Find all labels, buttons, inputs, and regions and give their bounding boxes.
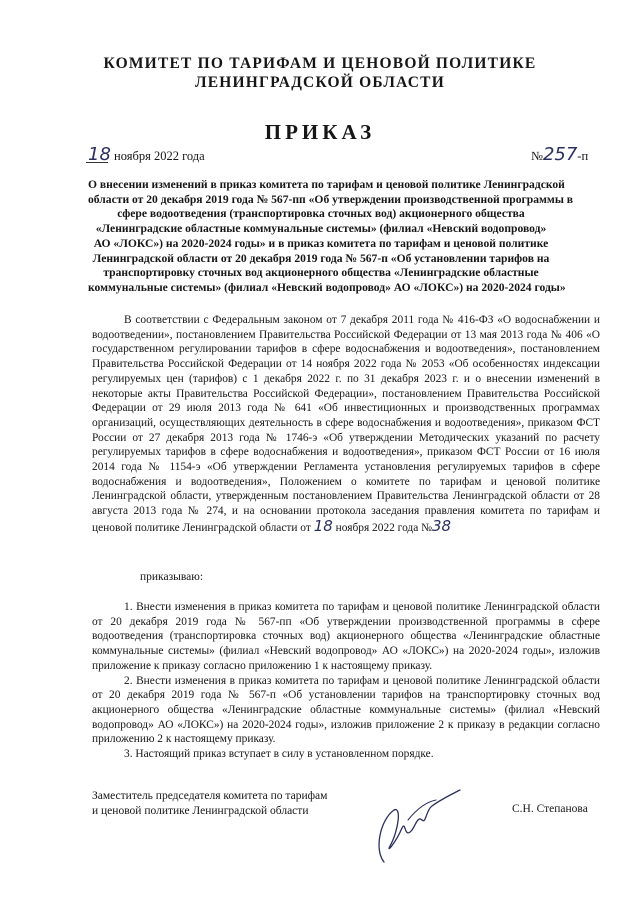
- order-item-3: 3. Настоящий приказ вступает в силу в установленном порядке.: [124, 748, 434, 761]
- title-line: «Ленинградские областные коммунальные системы» (филиал «Невский водопровод»: [95, 222, 547, 236]
- order-word: приказываю:: [140, 571, 204, 583]
- number-handwritten: 257: [542, 144, 578, 165]
- preamble-paragraph: [92, 313, 600, 536]
- date-day-handwritten: 18: [88, 144, 111, 165]
- signatory-position-line2: и ценовой политике Ленинградской области: [92, 804, 309, 817]
- title-line: области от 20 декабря 2019 года № 567-пп «Об утверждении производственной программы в: [88, 192, 574, 206]
- document-number: [531, 144, 588, 165]
- signatory-name: С.Н. Степанова: [512, 803, 588, 815]
- title-line: О внесении изменений в приказ комитета по тарифам и ценовой политике Ленинградской: [88, 178, 565, 191]
- order-item-2: 2. Внести изменения в приказ комитета по тарифам и ценовой политике Ленинградской области от 20 декабря 2019 года № 567-п «Об установлении тарифов на транспортировку сточных вод акционерного общества «Ленинградские областные коммунальные системы» (филиал «Невский водопровод» АО «ЛОКС») на 2020-2024 годы», изложив приложение 2 к приказу в редакции согласно приложению 2 к настоящему приказу.: [92, 674, 600, 746]
- order-item-1: 1. Внести изменения в приказ комитета по тарифам и ценовой политике Ленинградской области от 20 декабря 2019 года № 567-пп «Об утверждении производственной программы в сфере водоотведения (транспортировка сточных вод) акционерного общества «Ленинградские областные коммунальные системы» (филиал «Невский водопровод» АО «ЛОКС») на 2020-2024 годы», изложив приложение к приказу согласно приложению 1 к настоящему приказу.: [92, 601, 600, 672]
- signatory-position: [92, 789, 327, 818]
- handwritten-signature: [356, 780, 466, 875]
- protocol-day-handwritten: 18: [313, 516, 333, 535]
- protocol-number-handwritten: 38: [432, 516, 452, 535]
- title-line: Ленинградской области от 20 декабря 2019 года № 567-п «Об установлении тарифов на: [92, 251, 550, 265]
- signatory-position-line1: Заместитель председателя комитета по тарифам: [92, 790, 328, 802]
- title-line: коммунальные системы» (филиал «Невский водопровод» АО «ЛОКС») на 2020-2024 годы»: [88, 280, 566, 294]
- org-name: [70, 54, 570, 92]
- org-name-line2: ЛЕНИНГРАДСКОЙ ОБЛАСТИ: [195, 74, 445, 91]
- preamble-text: В соответствии с Федеральным законом от 7 декабря 2011 года № 416-ФЗ «О водоснабжении и водоотведении», постановлением Правительства Российской Федерации от 13 мая 2013 года № 406 «О государственном регулировании тарифов в сфере водоснабжения и водоотведения», постановлением Правительства Российской Федерации от 14 ноября 2022 года № 2053 «Об особенностях индексации регулируемых цен (тарифов) с 1 декабря 2022 г. по 31 декабря 2023 г. и о внесении изменений в некоторые акты Правительства Российской Федерации», постановлением Правительства Российской Федерации от 29 июля 2013 года № 641 «Об инвестиционных и производственных программах организаций, осуществляющих деятельность в сфере водоснабжения и водоотведения», приказом ФСТ России от 27 декабря 2013 года № 1746-э «Об утверждении Методических указаний по расчету регулируемых тарифов в сфере водоснабжения и водоотведения», приказом ФСТ России от 16 июля 2014 года № 1154-э «Об утверждении Регламента установления регулируемых тарифов в сфере водоснабжения и водоотведения», Положением о комитете по тарифам и ценовой политике Ленинградской области, утвержденным постановлением Правительства Ленинградской области от 28 августа 2013 года № 274, и на основании протокола заседания правления комитета по тарифам и ценовой политике Ленинградской области от: [92, 314, 600, 534]
- date-rest: ноября 2022 года: [114, 149, 205, 163]
- order-items: [92, 600, 600, 762]
- document-type: ПРИКАЗ: [264, 120, 376, 144]
- title-line: транспортировку сточных вод акционерного общества «Ленинградские областные: [103, 266, 539, 280]
- org-name-line1: КОМИТЕТ ПО ТАРИФАМ И ЦЕНОВОЙ ПОЛИТИКЕ: [103, 55, 537, 72]
- date-underline: [86, 162, 108, 163]
- protocol-date-rest: ноября 2022 года №: [335, 521, 432, 534]
- title-line: сфере водоотведения (транспортировка сточных вод) акционерного общества: [117, 207, 525, 221]
- title-line: АО «ЛОКС») на 2020-2024 годы» и в приказ комитета по тарифам и ценовой политике: [93, 236, 549, 250]
- document-title: [88, 178, 574, 296]
- number-suffix: -п: [577, 149, 589, 163]
- number-prefix: №: [531, 149, 543, 163]
